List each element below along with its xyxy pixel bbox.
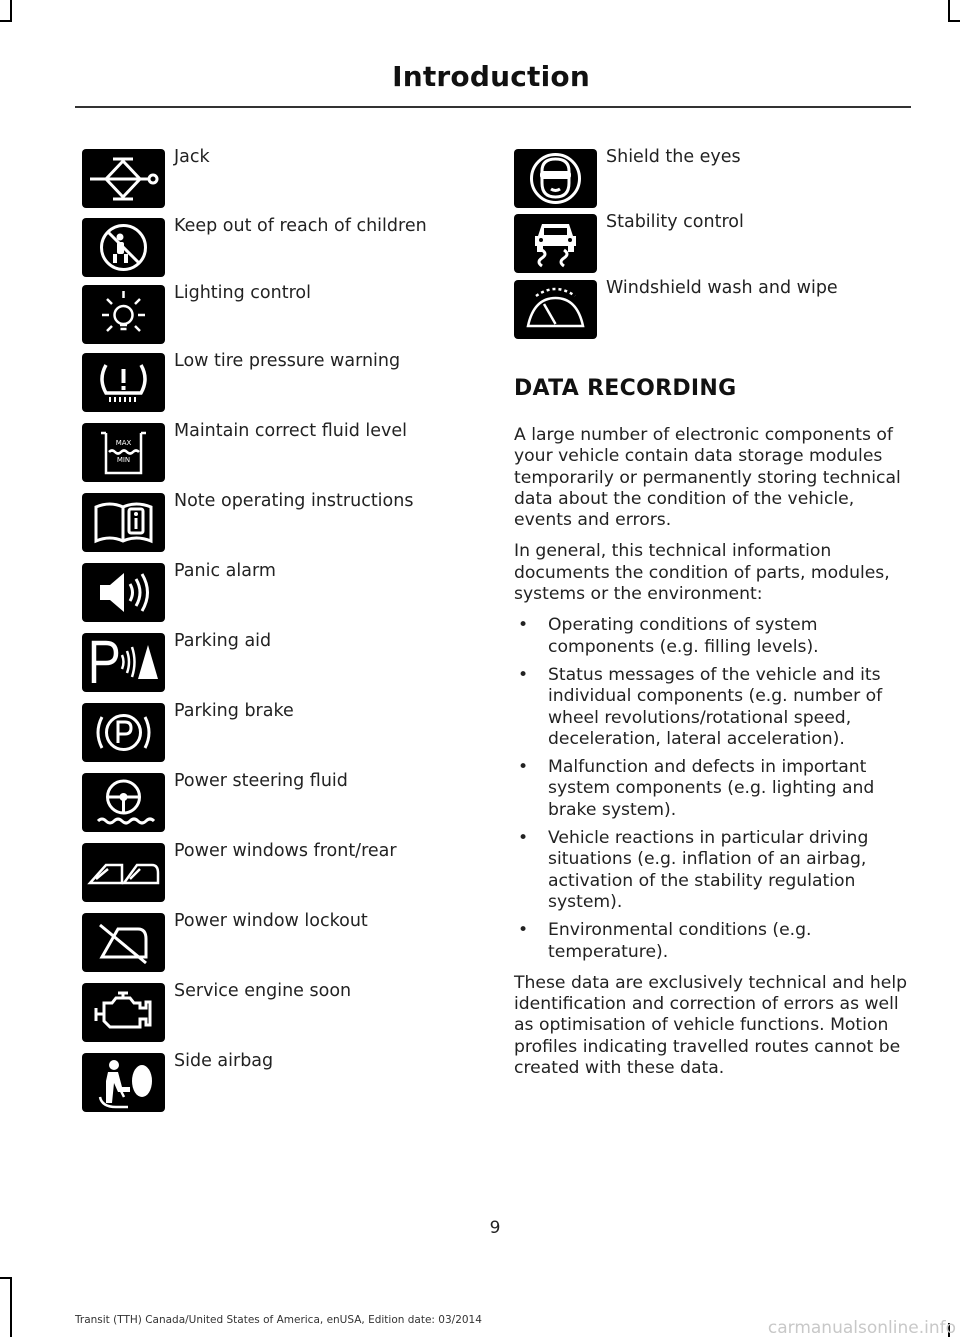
symbol-label: Low tire pressure warning [174,351,401,371]
crop-mark [10,1277,12,1337]
panic-alarm-icon [82,563,165,622]
paragraph: In general, this technical information documents the condition of parts, modules, systems or the environment: [514,541,890,605]
crop-mark [948,20,960,22]
page-number: 9 [489,1218,501,1238]
list-item: • Status messages of the vehicle and its individual components (e.g. number of wheel revolutions/rotational speed, deceleration, lateral acceleration). [514,665,910,750]
list-item: • Operating conditions of system components (e.g. filling levels). [514,615,910,658]
jack-icon [82,149,165,208]
header-rule [75,106,911,108]
symbol-label: Power windows front/rear [174,841,397,861]
bullet-list [514,615,910,962]
power-window-lockout-icon [82,913,165,972]
watermark: carmanualsonline.info [767,1318,956,1338]
symbol-label: Maintain correct fluid level [174,421,407,441]
symbol-label: Note operating instructions [174,491,414,511]
list-item: • Environmental conditions (e.g. temperature). [514,920,910,963]
symbol-label: Jack [174,147,210,167]
windshield-wash-wipe-icon [514,280,597,339]
crop-mark [0,1277,12,1279]
svg-text:MIN: MIN [116,456,131,464]
paragraph: A large number of electronic components of your vehicle contain data storage modules temporarily or permanently storing technical data about the condition of the vehicle, events and errors. [514,425,901,531]
symbol-label: Power window lockout [174,911,368,931]
data-recording-section [514,376,910,1089]
stability-control-icon [514,214,597,273]
symbol-label: Windshield wash and wipe [606,278,838,298]
crop-mark [948,0,950,22]
service-engine-soon-icon [82,983,165,1042]
parking-brake-icon [82,703,165,762]
fluid-level-icon [82,423,165,482]
section-title: DATA RECORDING [514,376,737,401]
side-airbag-icon [82,1053,165,1112]
symbol-label: Parking aid [174,631,272,651]
power-steering-fluid-icon [82,773,165,832]
lighting-control-icon [82,285,165,344]
crop-mark [0,20,12,22]
list-item: • Malfunction and defects in important system components (e.g. lighting and brake system). [514,757,910,821]
shield-the-eyes-icon [514,149,597,208]
parking-aid-icon [82,633,165,692]
low-tire-pressure-warning-icon [82,353,165,412]
symbol-label: Panic alarm [174,561,276,581]
symbol-label: Lighting control [174,283,311,303]
power-windows-icon [82,843,165,902]
keep-out-of-reach-of-children-icon [82,218,165,277]
footer-edition: Transit (TTH) Canada/United States of America, enUSA, Edition date: 03/2014 [75,1314,482,1326]
symbol-label: Power steering fluid [174,771,348,791]
crop-mark [10,0,12,22]
paragraph: These data are exclusively technical and help identification and correction of errors as well as optimisation of vehicle functions. Motion profiles indicating travelled routes cannot be created with these data. [514,972,908,1079]
symbol-label: Service engine soon [174,981,352,1001]
operating-instructions-icon [82,493,165,552]
symbol-label: Stability control [606,212,744,232]
svg-text:MAX: MAX [115,439,132,447]
list-item: • Vehicle reactions in particular driving situations (e.g. inflation of an airbag, activation of the stability regulation system). [514,828,910,913]
symbol-label: Keep out of reach of children [174,216,427,236]
symbol-label: Parking brake [174,701,294,721]
symbol-label: Side airbag [174,1051,274,1071]
symbol-label: Shield the eyes [606,147,741,167]
page-title: Introduction [392,60,590,93]
